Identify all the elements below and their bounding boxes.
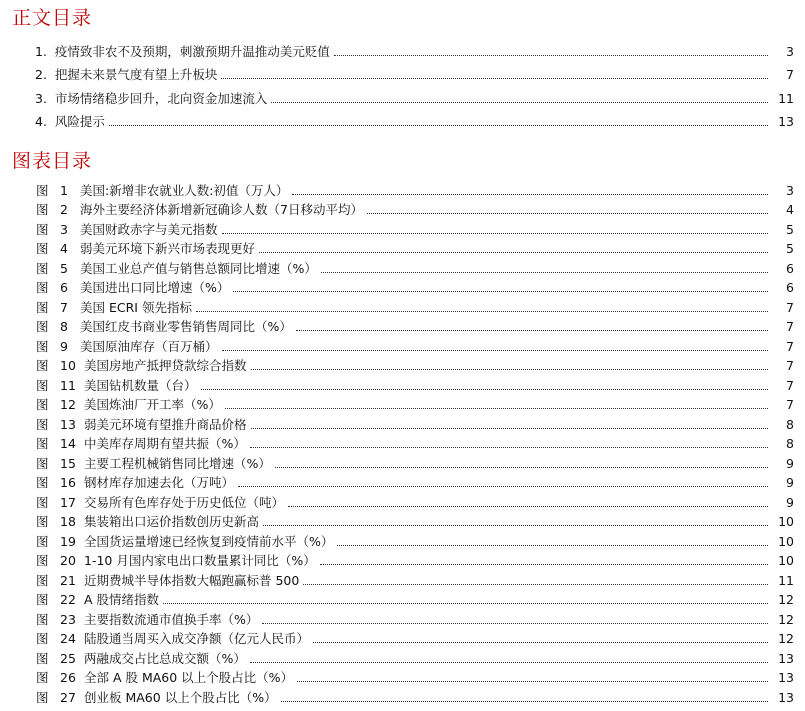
figure-entry-label: 两融成交占比总成交额（%） — [84, 650, 246, 666]
figure-entry-label: 陆股通当周买入成交净额（亿元人民币） — [84, 631, 310, 646]
dot-leader — [201, 388, 768, 390]
dot-leader — [281, 700, 768, 702]
figure-entry[interactable] — [0, 588, 805, 608]
toc-entry-number: 2. — [35, 67, 47, 82]
figure-entry-label: 主要工程机械销售同比增速（%） — [84, 455, 271, 471]
figure-entry-page: 7 — [786, 319, 794, 334]
figure-entry-prefix: 图 — [36, 650, 49, 666]
figure-entry-page: 5 — [786, 241, 794, 256]
figure-entry-label: 美国钻机数量（台） — [84, 377, 197, 393]
figure-entry[interactable] — [0, 529, 805, 549]
figure-entry-page: 9 — [786, 494, 794, 510]
dot-leader — [367, 212, 768, 214]
figure-entry[interactable] — [0, 490, 805, 510]
toc-entry-label: 市场情绪稳步回升，北向资金加速流入 — [54, 90, 268, 106]
figure-entry-label: A 股情绪指数 — [84, 592, 160, 607]
spacer — [47, 114, 55, 129]
figure-entry[interactable] — [0, 178, 805, 198]
figure-entry-page: 10 — [778, 553, 794, 568]
figure-entry-page: 7 — [786, 338, 794, 354]
figure-entry[interactable] — [0, 256, 805, 276]
figure-entry-prefix: 图 — [36, 475, 49, 490]
figure-entry-label: 交易所有色库存处于历史低位（吨） — [84, 494, 285, 510]
figure-entry-label: 美国进出口同比增速（%） — [80, 280, 230, 295]
dot-leader — [337, 544, 768, 546]
figure-entry-label: 主要指数流通市值换手率（%） — [84, 611, 259, 627]
figure-entry-prefix: 图 — [36, 494, 49, 510]
figure-entry-page: 12 — [778, 592, 794, 607]
figure-entry-page: 13 — [778, 670, 794, 685]
figure-entry-prefix: 图 — [36, 358, 49, 373]
figure-entry-prefix: 图 — [36, 299, 49, 315]
figure-entry-page: 9 — [786, 455, 794, 471]
figure-entry-prefix: 图 — [36, 397, 49, 412]
figure-entry-number: 12 — [60, 397, 76, 412]
dot-leader — [251, 427, 768, 429]
figure-entry-prefix: 图 — [36, 631, 49, 646]
toc-entry-number: 1. — [35, 43, 47, 59]
figure-entry-page: 7 — [786, 397, 794, 412]
figure-entry[interactable] — [0, 295, 805, 315]
figure-entry-number: 11 — [60, 377, 76, 393]
dot-leader — [271, 101, 768, 103]
figure-entry-label: 中美库存周期有望共振（%） — [84, 436, 246, 451]
toc-entry-page: 11 — [778, 90, 794, 106]
figure-entry-page: 8 — [786, 416, 794, 432]
dot-leader — [196, 310, 768, 312]
toc-entry-page: 13 — [778, 114, 794, 129]
figure-section-title: 图表目录 — [12, 150, 93, 172]
figure-entry[interactable] — [0, 276, 805, 296]
figure-entry[interactable] — [0, 510, 805, 530]
figure-entry-number: 18 — [60, 514, 76, 529]
figure-entry-prefix: 图 — [36, 611, 49, 627]
spacer — [47, 44, 55, 59]
dot-leader — [222, 232, 768, 234]
figure-entry-label: 钢材库存加速去化（万吨） — [84, 475, 235, 490]
dot-leader — [262, 622, 768, 624]
figure-entry-label: 全部 A 股 MA60 以上个股占比（%） — [84, 670, 294, 685]
dot-leader — [263, 524, 768, 526]
figure-entry[interactable] — [0, 393, 805, 413]
figure-entry[interactable] — [0, 685, 805, 705]
figure-entry-page: 13 — [778, 650, 794, 666]
figure-entry-number: 5 — [60, 260, 68, 276]
figure-entry[interactable] — [0, 373, 805, 393]
figure-entry[interactable] — [0, 607, 805, 627]
figure-entry-number: 23 — [60, 611, 76, 627]
toc-list — [0, 35, 805, 129]
dot-leader — [250, 661, 768, 663]
figure-entry[interactable] — [0, 451, 805, 471]
dot-leader — [275, 466, 768, 468]
figure-entry-page: 6 — [786, 260, 794, 276]
figure-entry-page: 10 — [778, 533, 794, 549]
spacer — [47, 67, 55, 82]
dot-leader — [303, 583, 768, 585]
figure-entry-page: 6 — [786, 280, 794, 295]
figure-entry[interactable] — [0, 412, 805, 432]
figure-entry-label: 集装箱出口运价指数创历史新高 — [84, 514, 260, 529]
figure-entry-label: 创业板 MA60 以上个股占比（%） — [84, 689, 277, 705]
toc-section-title: 正文目录 — [12, 7, 93, 29]
figure-entry-prefix: 图 — [36, 338, 49, 354]
figure-entry-prefix: 图 — [36, 455, 49, 471]
figure-entry[interactable] — [0, 568, 805, 588]
figure-entry-page: 12 — [778, 631, 794, 646]
figure-entry-prefix: 图 — [36, 572, 49, 588]
figure-entry-page: 8 — [786, 436, 794, 451]
figure-entry-number: 17 — [60, 494, 76, 510]
dot-leader — [313, 641, 768, 643]
figure-entry-number: 22 — [60, 592, 76, 607]
figure-entry-label: 弱美元环境下新兴市场表现更好 — [80, 241, 256, 256]
dot-leader — [259, 251, 768, 253]
toc-entry-page: 7 — [786, 67, 794, 82]
figure-entry-prefix: 图 — [36, 280, 49, 295]
toc-entry-label: 疫情致非农不及预期，刺激预期升温推动美元贬值 — [54, 43, 330, 59]
figure-entry-prefix: 图 — [36, 436, 49, 451]
figure-entry[interactable] — [0, 198, 805, 218]
figure-entry-prefix: 图 — [36, 241, 49, 256]
spacer — [47, 91, 55, 106]
dot-leader — [222, 349, 768, 351]
figure-entry-prefix: 图 — [36, 202, 49, 217]
figure-entry-number: 24 — [60, 631, 76, 646]
toc-entry[interactable] — [0, 59, 805, 83]
figure-entry-label: 美国房地产抵押贷款综合指数 — [84, 358, 247, 373]
figure-entry-prefix: 图 — [36, 514, 49, 529]
figure-entry[interactable] — [0, 666, 805, 686]
figure-entry-prefix: 图 — [36, 553, 49, 568]
dot-leader — [292, 193, 768, 195]
figure-entry-label: 弱美元环境有望推升商品价格 — [84, 416, 247, 432]
figure-entry-prefix: 图 — [36, 182, 49, 198]
figure-entry[interactable] — [0, 471, 805, 491]
figure-entry-page: 3 — [786, 182, 794, 198]
figure-entry-label: 美国 ECRI 领先指标 — [80, 299, 192, 315]
figure-entry-page: 5 — [786, 221, 794, 237]
dot-leader — [233, 290, 768, 292]
figure-entry[interactable] — [0, 315, 805, 335]
figure-list — [0, 178, 805, 705]
toc-entry[interactable] — [0, 35, 805, 59]
toc-entry[interactable] — [0, 106, 805, 130]
dot-leader — [296, 329, 768, 331]
figure-entry-label: 美国工业总产值与销售总额同比增速（%） — [80, 260, 317, 276]
dot-leader — [250, 446, 768, 448]
figure-entry-label: 海外主要经济体新增新冠确诊人数（7日移动平均） — [80, 202, 363, 217]
figure-entry-label: 美国炼油厂开工率（%） — [84, 397, 221, 412]
figure-entry-number: 9 — [60, 338, 68, 354]
figure-entry-number: 8 — [60, 319, 68, 334]
figure-entry-number: 3 — [60, 221, 68, 237]
figure-entry[interactable] — [0, 432, 805, 452]
figure-entry-label: 美国红皮书商业零售销售周同比（%） — [80, 319, 292, 334]
figure-entry-prefix: 图 — [36, 592, 49, 607]
figure-entry-prefix: 图 — [36, 221, 49, 237]
dot-leader — [221, 77, 768, 79]
dot-leader — [225, 407, 768, 409]
figure-entry-label: 美国原油库存（百万桶） — [80, 338, 218, 354]
figure-entry-page: 7 — [786, 358, 794, 373]
figure-entry-label: 全国货运量增速已经恢复到疫情前水平（%） — [84, 533, 334, 549]
figure-entry[interactable] — [0, 627, 805, 647]
figure-entry-number: 14 — [60, 436, 76, 451]
figure-entry-number: 6 — [60, 280, 68, 295]
figure-entry-number: 10 — [60, 358, 76, 373]
figure-entry-page: 7 — [786, 377, 794, 393]
figure-entry[interactable] — [0, 646, 805, 666]
figure-entry-prefix: 图 — [36, 689, 49, 705]
dot-leader — [109, 124, 768, 126]
dot-leader — [238, 485, 768, 487]
figure-entry-label: 美国:新增非农就业人数:初值（万人） — [80, 182, 289, 198]
figure-entry-page: 4 — [786, 202, 794, 217]
figure-entry[interactable] — [0, 237, 805, 257]
figure-entry-prefix: 图 — [36, 260, 49, 276]
figure-entry-number: 7 — [60, 299, 68, 315]
dot-leader — [288, 505, 768, 507]
figure-entry-page: 9 — [786, 475, 794, 490]
figure-entry-number: 27 — [60, 689, 76, 705]
figure-entry-number: 2 — [60, 202, 68, 217]
dot-leader — [163, 602, 768, 604]
figure-entry-number: 20 — [60, 553, 76, 568]
figure-entry[interactable] — [0, 549, 805, 569]
figure-entry-number: 26 — [60, 670, 76, 685]
figure-entry-number: 13 — [60, 416, 76, 432]
figure-entry-prefix: 图 — [36, 319, 49, 334]
figure-entry[interactable] — [0, 354, 805, 374]
toc-entry[interactable] — [0, 82, 805, 106]
toc-entry-label: 把握未来景气度有望上升板块 — [54, 67, 218, 82]
figure-entry-page: 12 — [778, 611, 794, 627]
toc-entry-number: 3. — [35, 90, 47, 106]
figure-entry-label: 1-10 月国内家电出口数量累计同比（%） — [84, 553, 316, 568]
figure-entry-label: 美国财政赤字与美元指数 — [80, 221, 218, 237]
dot-leader — [251, 368, 768, 370]
figure-entry-page: 10 — [778, 514, 794, 529]
figure-entry-number: 16 — [60, 475, 76, 490]
figure-entry-number: 25 — [60, 650, 76, 666]
figure-entry-number: 4 — [60, 241, 68, 256]
figure-entry-number: 19 — [60, 533, 76, 549]
figure-entry-page: 7 — [786, 299, 794, 315]
figure-entry[interactable] — [0, 334, 805, 354]
toc-entry-label: 风险提示 — [54, 114, 105, 129]
figure-entry-prefix: 图 — [36, 670, 49, 685]
figure-entry-page: 13 — [778, 689, 794, 705]
dot-leader — [320, 563, 768, 565]
dot-leader — [334, 54, 768, 56]
figure-entry-page: 11 — [778, 572, 794, 588]
dot-leader — [297, 680, 768, 682]
toc-entry-page: 3 — [786, 43, 794, 59]
figure-entry[interactable] — [0, 217, 805, 237]
figure-entry-label: 近期费城半导体指数大幅跑赢标普 500 — [84, 572, 300, 588]
dot-leader — [321, 271, 768, 273]
figure-entry-prefix: 图 — [36, 533, 49, 549]
figure-entry-prefix: 图 — [36, 377, 49, 393]
figure-entry-number: 21 — [60, 572, 76, 588]
toc-entry-number: 4. — [35, 114, 47, 129]
figure-entry-prefix: 图 — [36, 416, 49, 432]
figure-entry-number: 15 — [60, 455, 76, 471]
figure-entry-number: 1 — [60, 182, 68, 198]
